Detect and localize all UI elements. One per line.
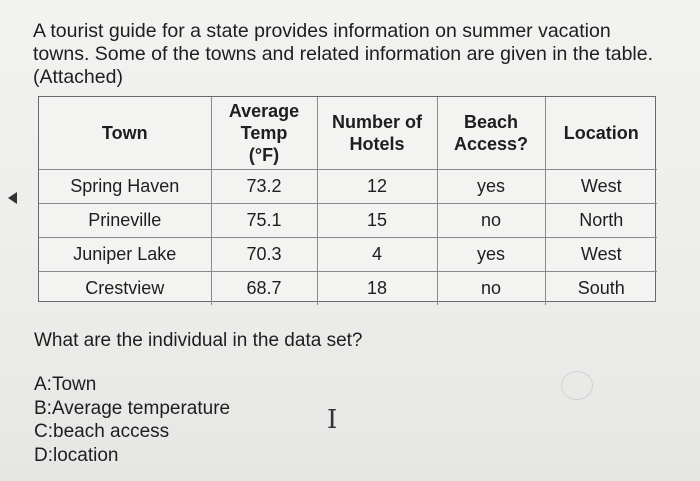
header-location: Location [545, 97, 657, 170]
cell-hotels: 12 [317, 170, 437, 204]
circle-mark-icon [561, 371, 593, 400]
table-row [39, 272, 657, 306]
cell-temp: 75.1 [211, 204, 317, 238]
cell-beach: no [437, 272, 545, 306]
triangle-left-icon [8, 192, 17, 204]
option-b[interactable]: B:Average temperature [34, 397, 231, 419]
cell-hotels: 18 [317, 272, 437, 306]
cell-hotels: 4 [317, 238, 437, 272]
cell-location: West [545, 170, 657, 204]
cell-beach: no [437, 204, 545, 238]
header-town: Town [39, 97, 211, 170]
intro-line-2: towns. Some of the towns and related information are given in the table. [33, 43, 654, 65]
cell-temp: 68.7 [211, 272, 317, 306]
intro-line-3: (Attached) [33, 66, 123, 88]
answer-options [34, 373, 230, 467]
data-table-container [38, 96, 656, 302]
cell-location: West [545, 238, 657, 272]
header-number-of-hotels: Number of Hotels [317, 97, 437, 170]
cell-town: Crestview [39, 272, 211, 306]
table-header-row [39, 97, 657, 170]
cell-beach: yes [437, 238, 545, 272]
option-a[interactable]: A:Town [34, 374, 97, 395]
cell-town: Juniper Lake [39, 238, 211, 272]
intro-line-1: A tourist guide for a state provides information on summer vacation [33, 20, 611, 42]
cell-temp: 73.2 [211, 170, 317, 204]
option-c[interactable]: C:beach access [34, 421, 170, 442]
table-row [39, 170, 657, 204]
cell-town: Prineville [39, 204, 211, 238]
table-row [39, 238, 657, 272]
cell-beach: yes [437, 170, 545, 204]
cell-location: North [545, 204, 657, 238]
cell-temp: 70.3 [211, 238, 317, 272]
cell-location: South [577, 278, 625, 298]
cell-hotels: 15 [317, 204, 437, 238]
option-d[interactable]: D:location [34, 444, 119, 466]
question-text: What are the individual in the data set? [34, 330, 363, 351]
data-table [39, 97, 657, 305]
header-beach-access: Beach Access? [437, 97, 545, 170]
header-average-temp: Average Temp (°F) [211, 97, 317, 170]
question-intro [33, 20, 693, 89]
text-cursor-icon: I [327, 405, 338, 435]
cell-town: Spring Haven [39, 170, 211, 204]
table-row [39, 204, 657, 238]
